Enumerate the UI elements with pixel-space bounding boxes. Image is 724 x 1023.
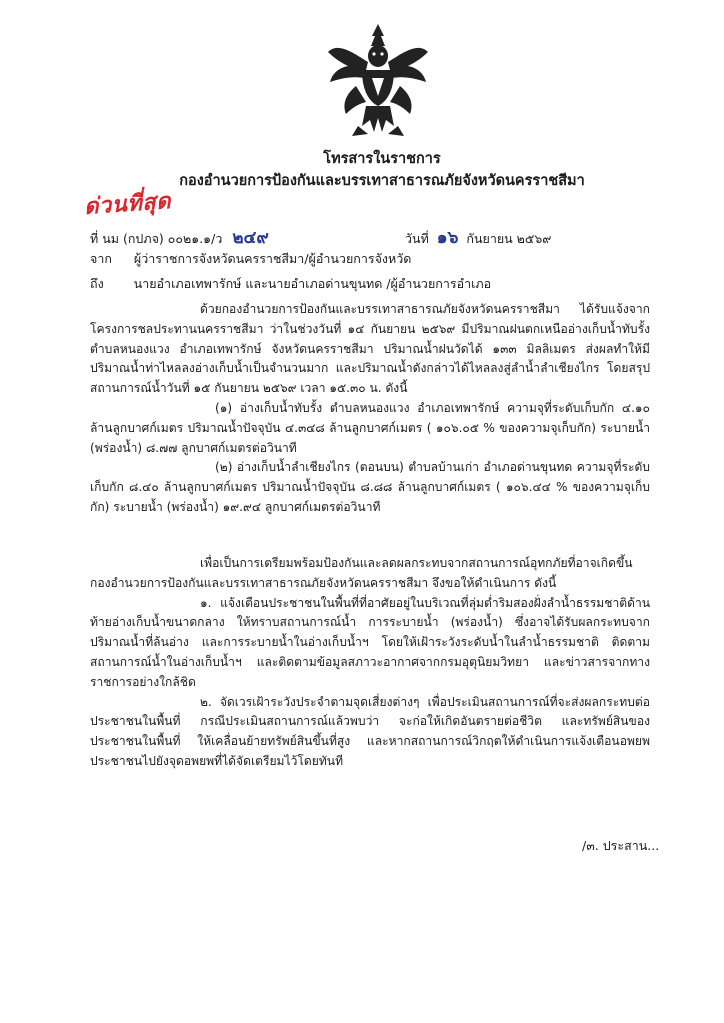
date-day: ๑๖ [436, 228, 459, 248]
agency-title: กองอำนวยการป้องกันและบรรเทาสาธารณภัยจังหวัดนครราชสีมา [179, 173, 585, 189]
document-type-title: โทรสารในราชการ [323, 151, 441, 167]
to-value: นายอำเภอเทพารักษ์ และนายอำเภอด่านขุนทด /ผู้อำนวยการอำเภอ [133, 276, 492, 291]
reference-line [90, 224, 269, 251]
body-section-actions [90, 554, 650, 772]
paragraph-action-2: ๒. จัดเวรเฝ้าระวังประจำตามจุดเสี่ยงต่างๆ เพื่อประเมินสถานการณ์ที่จะส่งผลกระทบต่อประชาชนในพื้นที่ กรณีประเมินสถานการณ์แล้วพบว่า จะก่อให้เกิดอันตรายต่อชีวิต และทรัพย์สินของประชาชนในพื้นที่ ให้เคลื่อนย้ายทรัพย์สินขึ้นที่สูง และหากสถานการณ์วิกฤตให้ดำเนินการแจ้งเตือนอพยพประชาชนไปยังจุดอพยพที่ได้จัดเตรียมไว้โดยทันที [90, 694, 650, 768]
paragraph-reservoir-1: (๑) อ่างเก็บน้ำทับรั้ง ตำบลหนองแวง อำเภอเทพารักษ์ ความจุที่ระดับเก็บกัก ๔.๑๐ ล้านลูกบาศก์เมตร ปริมาณน้ำปัจจุบัน ๔.๓๔๘ ล้านลูกบาศก์เมตร ( ๑๐๖.๐๕ % ของความจุเก็บกัก) ระบายน้ำ (พร่องน้ำ) ๘.๗๗ ลูกบาศก์เมตรต่อวินาที [90, 400, 650, 455]
paragraph-reservoir-2: (๒) อ่างเก็บน้ำลำเชียงไกร (ตอนบน) ตำบลบ้านเก่า อำเภอด่านขุนทด ความจุที่ระดับเก็บกัก ๘.๔๐ ล้านลูกบาศก์เมตร ปริมาณน้ำปัจจุบัน ๘.๘๘ ล้านลูกบาศก์เมตร ( ๑๐๖.๔๔ % ของความจุเก็บกัก) ระบายน้ำ (พร่องน้ำ) ๑๙.๙๔ ลูกบาศก์เมตรต่อวินาที [90, 460, 650, 514]
to-label: ถึง [90, 276, 104, 291]
paragraph-intro: ด้วยกองอำนวยการป้องกันและบรรเทาสาธารณภัยจังหวัดนครราชสีมา ได้รับแจ้งจากโครงการชลประทานนครราชสีมา ว่าในช่วงวันที่ ๑๔ กันยายน ๒๕๖๙ มีปริมาณฝนตกเหนืออ่างเก็บน้ำทับรั้ง ตำบลหนองแวง อำเภอเทพารักษ์ จังหวัดนครราชสีมา ปริมาณน้ำฝนวัดได้ ๑๓๓ มิลลิเมตร ส่งผลทำให้มีปริมาณน้ำท่าไหลลงอ่างเก็บน้ำเป็นจำนวนมาก และปริมาณน้ำดังกล่าวได้ไหลลงสู่ลำน้ำลำเชียงไกร โดยสรุปสถานการณ์น้ำวันที่ ๑๕ กันยายน ๒๕๖๙ เวลา ๑๕.๓๐ น. ดังนี้ [90, 302, 650, 396]
continued-marker: /๓. ประสาน... [582, 838, 660, 853]
reference-prefix: ที่ นม (กปภจ) ๐๐๒๑.๑/ว [90, 231, 223, 246]
date-prefix: วันที่ [405, 231, 429, 246]
from-label: จาก [90, 251, 112, 266]
paragraph-action-1: ๑. แจ้งเตือนประชาชนในพื้นที่ที่อาศัยอยู่ในบริเวณที่ลุ่มต่ำริมสองฝั่งลำน้ำธรรมชาติด้านท้ายอ่างเก็บน้ำขนาดกลาง ให้ทราบสถานการณ์น้ำ การระบายน้ำ (พร่องน้ำ) ซึ่งอาจได้รับผลกระทบจากปริมาณน้ำที่ล้นอ่าง และการระบายน้ำในอ่างเก็บน้ำฯ โดยให้เฝ้าระวังระดับน้ำในลำน้ำธรรมชาติ ติดตามสถานการณ์น้ำในอ่างเก็บน้ำฯ และติดตามข้อมูลสภาวะอากาศจากกรมอุตุนิยมวิทยา และข่าวสารจากทางราชการอย่างใกล้ชิด [90, 595, 650, 689]
from-value: ผู้ว่าราชการจังหวัดนครราชสีมา/ผู้อำนวยการจังหวัด [133, 251, 412, 266]
reference-number: ๒๔๙ [232, 228, 269, 248]
paragraph-preparation: เพื่อเป็นการเตรียมพร้อมป้องกันและลดผลกระทบจากสถานการณ์อุทกภัยที่อาจเกิดขึ้น กองอำนวยการป้องกันและบรรเทาสาธารณภัยจังหวัดนครราชสีมา จึงขอให้ดำเนินการ ดังนี้ [90, 556, 633, 590]
date-line [405, 224, 551, 251]
body-section-situation [90, 300, 650, 518]
urgent-stamp: ด่วนที่สุด [83, 187, 172, 220]
from-line [90, 249, 411, 269]
to-line [90, 274, 491, 294]
date-month-year: กันยายน ๒๕๖๙ [466, 231, 552, 246]
garuda-emblem [322, 22, 434, 140]
